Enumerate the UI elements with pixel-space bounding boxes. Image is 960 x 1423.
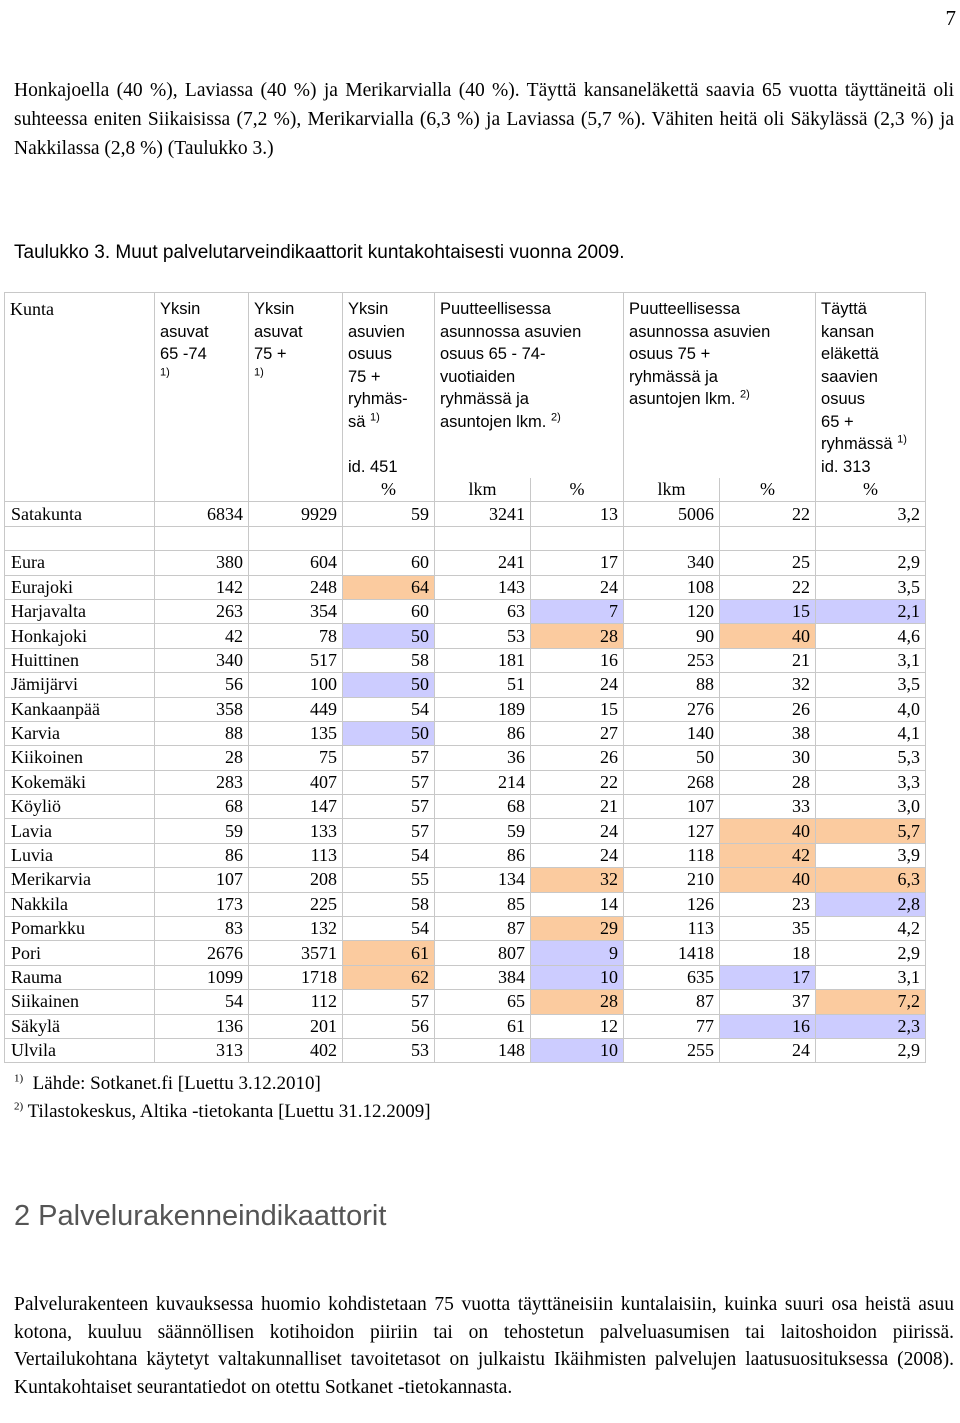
municipality-name: Huittinen (5, 648, 155, 672)
header-line: Täyttä (821, 300, 867, 318)
value-cell: 135 (249, 721, 343, 745)
value-cell: 87 (435, 917, 531, 941)
value-cell: 201 (249, 1014, 343, 1038)
header-line: osuus 75 + (629, 345, 711, 363)
header-indicator-id: id. 451 (348, 457, 398, 476)
value-cell: 28 (720, 770, 816, 794)
footnote-2: $^{2)}$ Tilastokeskus, Altika -tietokanta [Luettu 31.12.2009] (14, 1100, 431, 1122)
unit-cell: lkm (435, 478, 531, 502)
value-cell: 380 (155, 551, 249, 575)
value-cell: 120 (624, 599, 720, 623)
municipality-name: Siikainen (5, 990, 155, 1014)
table-row (5, 941, 926, 965)
value-cell: 61 (435, 1014, 531, 1038)
table-row (5, 1038, 926, 1062)
municipality-name: Harjavalta (5, 599, 155, 623)
footnote-1: $^{1)}$ Lähde: Sotkanet.fi [Luettu 3.12.2010] (14, 1072, 321, 1094)
value-cell: 142 (155, 575, 249, 599)
value-cell: 3,5 (816, 575, 926, 599)
header-col5 (624, 293, 816, 479)
value-cell: 78 (249, 624, 343, 648)
value-cell: 255 (624, 1038, 720, 1062)
value-cell: 28 (155, 746, 249, 770)
value-cell: 140 (624, 721, 720, 745)
header-line: saavien (821, 367, 878, 386)
value-cell: 23 (720, 892, 816, 916)
value-cell: 276 (624, 697, 720, 721)
municipality-name: Nakkila (5, 892, 155, 916)
value-cell: 42 (155, 624, 249, 648)
value-cell: 21 (720, 648, 816, 672)
header-line: kansan (821, 322, 875, 341)
value-cell: 517 (249, 648, 343, 672)
header-footnote-mark: 1) (160, 366, 170, 378)
value-cell: 12 (531, 1014, 624, 1038)
value-cell: 2,1 (816, 599, 926, 623)
value-cell: 24 (531, 575, 624, 599)
value-cell: 268 (624, 770, 720, 794)
value-cell: 54 (155, 990, 249, 1014)
value-cell: 56 (343, 1014, 435, 1038)
value-cell: 50 (343, 721, 435, 745)
municipality-name: Honkajoki (5, 624, 155, 648)
header-line: Puutteellisessa (440, 300, 551, 318)
header-line: vuotiaiden (440, 367, 516, 386)
unit-cell: % (343, 478, 435, 502)
value-cell: 88 (624, 673, 720, 697)
table-row (5, 1014, 926, 1038)
value-cell: 21 (531, 795, 624, 819)
value-cell: 50 (624, 746, 720, 770)
value-cell: 68 (155, 795, 249, 819)
municipality-name: Eurajoki (5, 575, 155, 599)
header-row (5, 293, 926, 479)
header-line: Yksin (348, 300, 389, 318)
unit-cell: lkm (624, 478, 720, 502)
header-footnote-mark: 2) (740, 388, 750, 401)
table-row (5, 673, 926, 697)
value-cell: 24 (531, 673, 624, 697)
value-cell: 25 (720, 551, 816, 575)
value-cell: 16 (720, 1014, 816, 1038)
value-cell: 313 (155, 1038, 249, 1062)
indicator-table (4, 292, 926, 1063)
value-cell: 88 (155, 721, 249, 745)
value-cell: 24 (531, 843, 624, 867)
value-cell: 402 (249, 1038, 343, 1062)
value-cell: 112 (249, 990, 343, 1014)
value-cell: 113 (249, 843, 343, 867)
table-row (5, 770, 926, 794)
municipality-name: Ulvila (5, 1038, 155, 1062)
value-cell: 3,0 (816, 795, 926, 819)
value-cell: 210 (624, 868, 720, 892)
value-cell: 3,1 (816, 965, 926, 989)
value-cell: 24 (531, 819, 624, 843)
value-cell: 60 (343, 599, 435, 623)
value-cell: 107 (155, 868, 249, 892)
value-cell: 32 (720, 673, 816, 697)
value-cell: 354 (249, 599, 343, 623)
value-cell: 53 (435, 624, 531, 648)
value-cell: 340 (624, 551, 720, 575)
value-cell: 136 (155, 1014, 249, 1038)
value-cell: 9929 (249, 502, 343, 526)
value-cell: 77 (624, 1014, 720, 1038)
value-cell: 3,1 (816, 648, 926, 672)
municipality-name: Rauma (5, 965, 155, 989)
header-footnote-mark: 1) (897, 433, 907, 446)
value-cell: 37 (720, 990, 816, 1014)
value-cell: 10 (531, 965, 624, 989)
section-heading: 2 Palvelurakenneindikaattorit (14, 1200, 387, 1232)
municipality-name: Säkylä (5, 1014, 155, 1038)
table-row (5, 990, 926, 1014)
value-cell: 5,7 (816, 819, 926, 843)
value-cell: 173 (155, 892, 249, 916)
header-footnote-mark: 1) (254, 366, 264, 378)
value-cell: 57 (343, 819, 435, 843)
value-cell: 189 (435, 697, 531, 721)
value-cell: 134 (435, 868, 531, 892)
value-cell: 4,1 (816, 721, 926, 745)
value-cell: 54 (343, 697, 435, 721)
value-cell: 1418 (624, 941, 720, 965)
value-cell: 51 (435, 673, 531, 697)
table-row (5, 624, 926, 648)
value-cell: 3571 (249, 941, 343, 965)
table-row (5, 965, 926, 989)
unit-cell: % (531, 478, 624, 502)
table-row (5, 819, 926, 843)
header-line: Yksin (160, 300, 201, 318)
table-row (5, 917, 926, 941)
municipality-name: Kiikoinen (5, 746, 155, 770)
value-cell: 42 (720, 843, 816, 867)
value-cell: 17 (531, 551, 624, 575)
value-cell: 15 (720, 599, 816, 623)
value-cell: 54 (343, 917, 435, 941)
value-cell: 340 (155, 648, 249, 672)
footnotes (14, 1070, 431, 1126)
value-cell: 65 (435, 990, 531, 1014)
value-cell: 208 (249, 868, 343, 892)
value-cell: 40 (720, 819, 816, 843)
municipality-name: Kokemäki (5, 770, 155, 794)
table-row (5, 599, 926, 623)
value-cell: 604 (249, 551, 343, 575)
table-row (5, 697, 926, 721)
value-cell: 108 (624, 575, 720, 599)
header-line: sä $^{1)}$ (348, 411, 380, 431)
header-line: asuvat (160, 322, 209, 341)
value-cell: 3,2 (816, 502, 926, 526)
value-cell: 59 (155, 819, 249, 843)
value-cell: 33 (720, 795, 816, 819)
value-cell: 30 (720, 746, 816, 770)
value-cell: 9 (531, 941, 624, 965)
value-cell: 143 (435, 575, 531, 599)
value-cell: 58 (343, 892, 435, 916)
value-cell: 57 (343, 746, 435, 770)
header-line: eläkettä (821, 345, 879, 363)
municipality-name: Merikarvia (5, 868, 155, 892)
header-line: asuvien (348, 322, 405, 341)
value-cell: 2676 (155, 941, 249, 965)
header-line: 65 -74 (160, 345, 207, 363)
value-cell: 40 (720, 624, 816, 648)
header-line: asuvat (254, 322, 303, 341)
table-row (5, 795, 926, 819)
value-cell: 28 (531, 624, 624, 648)
value-cell: 57 (343, 990, 435, 1014)
municipality-name: Kankaanpää (5, 697, 155, 721)
value-cell: 40 (720, 868, 816, 892)
header-line: asuntojen lkm. $^{2)}$ (629, 388, 750, 408)
header-line: ryhmässä ja (629, 367, 718, 386)
value-cell: 62 (343, 965, 435, 989)
value-cell: 13 (531, 502, 624, 526)
header-line: asunnossa asuvien (440, 322, 582, 341)
value-cell: 17 (720, 965, 816, 989)
value-cell: 87 (624, 990, 720, 1014)
section-paragraph: Palvelurakenteen kuvauksessa huomio kohdistetaan 75 vuotta täyttäneisiin kuntalaisiin, kuinka suuri osa heistä asuu kotona, kuuluu säännöllisen kotihoidon piiriin tai on tehostetun palveluasumisen tai laitoshoidon piirissä. Vertailukohtana käytetyt valtakunnalliset tavoitetasot on julkaistu Ikäihmisten palvelujen laatusuosituksessa (2008). Kuntakohtaiset seurantatiedot on otettu Sotkanet -tietokannasta. (14, 1294, 954, 1398)
table-caption: Taulukko 3. Muut palvelutarveindikaattorit kuntakohtaisesti vuonna 2009. (14, 242, 625, 263)
header-line: Yksin (254, 300, 295, 318)
municipality-name: Pomarkku (5, 917, 155, 941)
value-cell: 59 (343, 502, 435, 526)
value-cell: 283 (155, 770, 249, 794)
value-cell: 4,0 (816, 697, 926, 721)
value-cell: 118 (624, 843, 720, 867)
table-row (5, 551, 926, 575)
header-line: osuus (821, 390, 866, 408)
value-cell: 263 (155, 599, 249, 623)
unit-cell: % (816, 478, 926, 502)
table-row (5, 892, 926, 916)
value-cell: 635 (624, 965, 720, 989)
header-col3 (343, 293, 435, 479)
value-cell: 2,9 (816, 1038, 926, 1062)
value-cell: 248 (249, 575, 343, 599)
value-cell: 90 (624, 624, 720, 648)
header-col6 (816, 293, 926, 479)
header-line: 75 + (348, 367, 381, 386)
value-cell: 113 (624, 917, 720, 941)
value-cell: 147 (249, 795, 343, 819)
value-cell: 63 (435, 599, 531, 623)
value-cell: 35 (720, 917, 816, 941)
value-cell: 3,5 (816, 673, 926, 697)
table-row (5, 648, 926, 672)
header-line: asuntojen lkm. $^{2)}$ (440, 411, 561, 431)
total-row (5, 502, 926, 526)
municipality-name: Lavia (5, 819, 155, 843)
header-footnote-mark: 2) (550, 411, 561, 423)
value-cell: 27 (531, 721, 624, 745)
value-cell: 241 (435, 551, 531, 575)
header-line: Puutteellisessa (629, 300, 740, 318)
value-cell: 50 (343, 673, 435, 697)
intro-paragraph: Honkajoella (40 %), Laviassa (40 %) ja Merikarvialla (40 %). Täyttä kansaneläkettä saavia 65 vuotta täyttäneitä oli suhteessa eniten Siikaisissa (7,2 %), Merikarvialla (6,3 %) ja Laviassa (5,7 %). Vähiten heitä oli Säkylässä (2,3 %) ja Nakkilassa (2,8 %) (Taulukko 3.) (14, 80, 954, 159)
value-cell: 22 (720, 502, 816, 526)
value-cell: 24 (720, 1038, 816, 1062)
value-cell: 3,9 (816, 843, 926, 867)
table-row (5, 868, 926, 892)
value-cell: 50 (343, 624, 435, 648)
value-cell: 10 (531, 1038, 624, 1062)
value-cell: 7 (531, 599, 624, 623)
header-col1 (155, 293, 249, 479)
value-cell: 3241 (435, 502, 531, 526)
page-number: 7 (945, 6, 956, 30)
header-col2 (249, 293, 343, 479)
value-cell: 54 (343, 843, 435, 867)
value-cell: 6834 (155, 502, 249, 526)
table-row (5, 721, 926, 745)
value-cell: 75 (249, 746, 343, 770)
value-cell: 407 (249, 770, 343, 794)
header-line: ryhmässä ja (440, 390, 529, 408)
header-line: osuus (348, 345, 393, 363)
value-cell: 22 (531, 770, 624, 794)
value-cell: 127 (624, 819, 720, 843)
value-cell: 126 (624, 892, 720, 916)
value-cell: 107 (624, 795, 720, 819)
value-cell: 26 (531, 746, 624, 770)
value-cell: 807 (435, 941, 531, 965)
value-cell: 53 (343, 1038, 435, 1062)
municipality-name: Köyliö (5, 795, 155, 819)
value-cell: 4,2 (816, 917, 926, 941)
municipality-name: Satakunta (5, 502, 155, 526)
value-cell: 86 (435, 843, 531, 867)
value-cell: 2,9 (816, 941, 926, 965)
value-cell: 59 (435, 819, 531, 843)
value-cell: 5006 (624, 502, 720, 526)
unit-cell: % (720, 478, 816, 502)
value-cell: 132 (249, 917, 343, 941)
municipality-name: Karvia (5, 721, 155, 745)
header-line: 65 + (821, 412, 854, 431)
value-cell: 7,2 (816, 990, 926, 1014)
value-cell: 2,9 (816, 551, 926, 575)
value-cell: 29 (531, 917, 624, 941)
value-cell: 16 (531, 648, 624, 672)
value-cell: 58 (343, 648, 435, 672)
value-cell: 4,6 (816, 624, 926, 648)
value-cell: 449 (249, 697, 343, 721)
header-indicator-id: id. 313 (821, 457, 871, 476)
value-cell: 86 (435, 721, 531, 745)
municipality-name: Eura (5, 551, 155, 575)
value-cell: 18 (720, 941, 816, 965)
value-cell: 83 (155, 917, 249, 941)
value-cell: 5,3 (816, 746, 926, 770)
value-cell: 133 (249, 819, 343, 843)
value-cell: 6,3 (816, 868, 926, 892)
header-line: asunnossa asuvien (629, 322, 771, 341)
value-cell: 384 (435, 965, 531, 989)
value-cell: 15 (531, 697, 624, 721)
table-row (5, 746, 926, 770)
header-line: ryhmässä $^{1)}$ (821, 433, 907, 453)
header-footnote-mark: 1) (370, 411, 380, 423)
value-cell: 61 (343, 941, 435, 965)
value-cell: 85 (435, 892, 531, 916)
value-cell: 86 (155, 843, 249, 867)
value-cell: 2,8 (816, 892, 926, 916)
value-cell: 55 (343, 868, 435, 892)
value-cell: 148 (435, 1038, 531, 1062)
value-cell: 14 (531, 892, 624, 916)
header-col4 (435, 293, 624, 479)
header-line: osuus 65 - 74- (440, 345, 546, 363)
value-cell: 26 (720, 697, 816, 721)
header-kunta: Kunta (5, 293, 155, 479)
value-cell: 68 (435, 795, 531, 819)
value-cell: 38 (720, 721, 816, 745)
value-cell: 2,3 (816, 1014, 926, 1038)
value-cell: 28 (531, 990, 624, 1014)
value-cell: 57 (343, 770, 435, 794)
value-cell: 214 (435, 770, 531, 794)
value-cell: 64 (343, 575, 435, 599)
header-line: ryhmäs- (348, 390, 408, 408)
value-cell: 57 (343, 795, 435, 819)
value-cell: 22 (720, 575, 816, 599)
value-cell: 60 (343, 551, 435, 575)
table-row (5, 843, 926, 867)
municipality-name: Luvia (5, 843, 155, 867)
value-cell: 3,3 (816, 770, 926, 794)
units-row (5, 478, 926, 502)
value-cell: 56 (155, 673, 249, 697)
municipality-name: Jämijärvi (5, 673, 155, 697)
table-row (5, 575, 926, 599)
value-cell: 32 (531, 868, 624, 892)
value-cell: 100 (249, 673, 343, 697)
value-cell: 358 (155, 697, 249, 721)
value-cell: 253 (624, 648, 720, 672)
header-line: 75 + (254, 345, 287, 363)
value-cell: 36 (435, 746, 531, 770)
value-cell: 181 (435, 648, 531, 672)
municipality-name: Pori (5, 941, 155, 965)
value-cell: 1099 (155, 965, 249, 989)
value-cell: 225 (249, 892, 343, 916)
spacer-row (5, 526, 926, 550)
value-cell: 1718 (249, 965, 343, 989)
